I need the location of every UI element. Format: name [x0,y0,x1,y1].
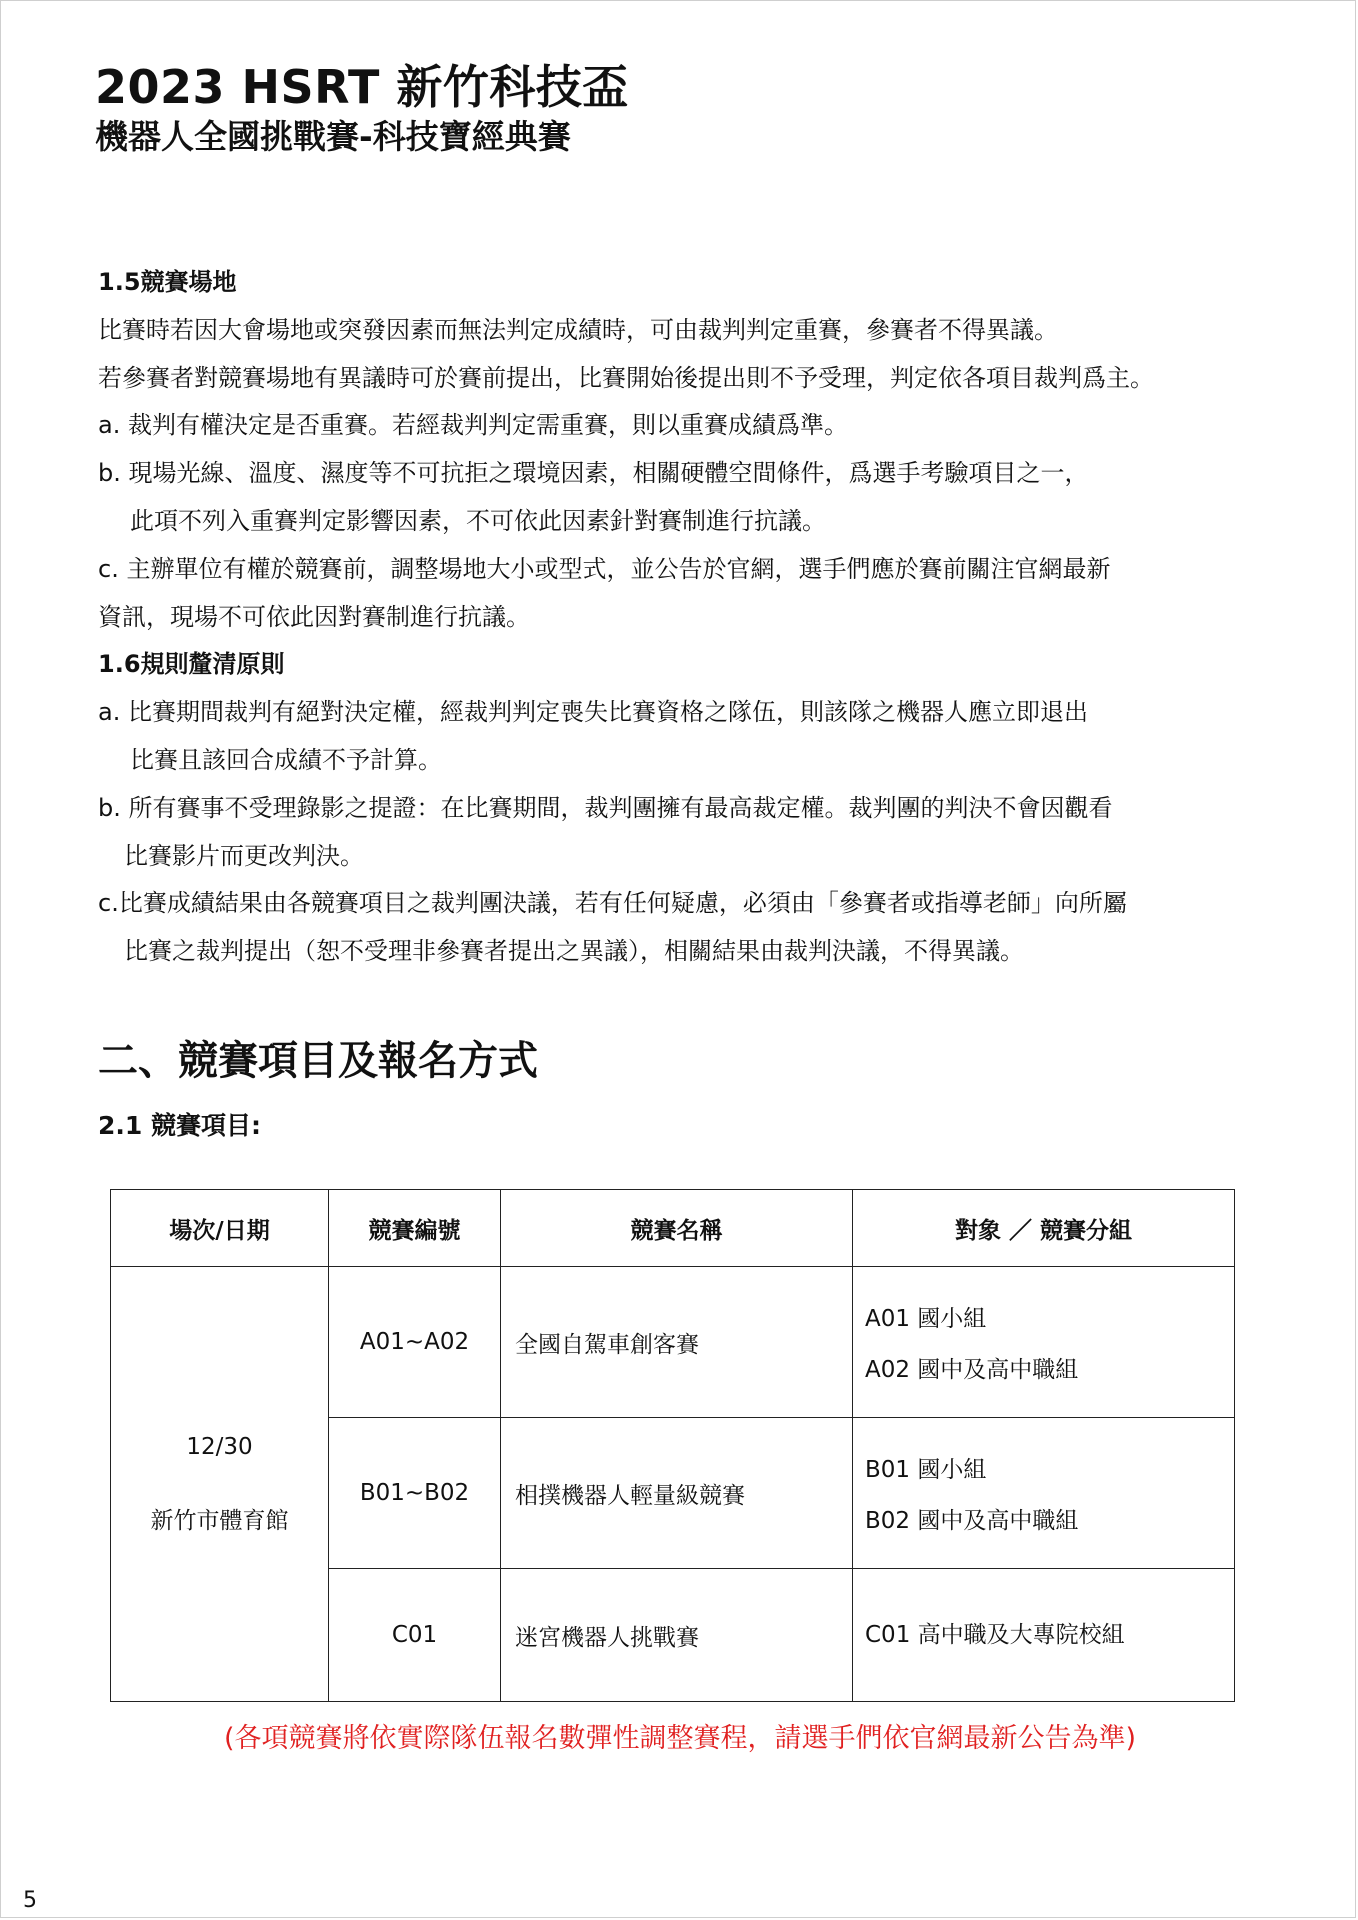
venue-cell [111,1267,329,1702]
chapter-title: 二、競賽項目及報名方式 [98,1038,538,1084]
code-cell: A01~A02 [329,1267,501,1418]
list-item-c-continued: 資訊，現場不可依此因對賽制進行抗議。 [98,602,530,631]
header-code: 競賽編號 [329,1190,501,1267]
target-group: A01 國小組 [865,1306,987,1332]
document-subtitle: 機器人全國挑戰賽-科技寶經典賽 [95,117,571,156]
section-heading-1-6: 1.6規則釐清原則 [98,650,285,679]
list-item-b: b. 所有賽事不受理錄影之提證：在比賽期間，裁判團擁有最高裁定權。裁判團的判決不會因觀看 [98,793,1113,822]
target-group: B02 國中及高中職組 [865,1508,1079,1534]
target-cell [853,1569,1235,1702]
document-title: 2023 HSRT 新竹科技盃 [95,60,629,114]
venue-place: 新竹市體育館 [150,1508,289,1534]
target-cell [853,1418,1235,1569]
paragraph-line: 若參賽者對競賽場地有異議時可於賽前提出，比賽開始後提出則不予受理，判定依各項目裁判爲主。 [98,363,1154,392]
list-item-c: c. 主辦單位有權於競賽前，調整場地大小或型式，並公告於官網，選手們應於賽前關注官網最新 [98,554,1111,583]
header-name: 競賽名稱 [501,1190,853,1267]
table-header-row [111,1190,1235,1267]
page-number: 5 [23,1888,37,1913]
list-item-c-continued: 比賽之裁判提出（恕不受理非參賽者提出之異議），相關結果由裁判決議，不得異議。 [124,937,1024,966]
list-item-a-continued: 比賽且該回合成績不予計算。 [130,745,442,774]
section-title-2-1: 2.1 競賽項目: [98,1111,261,1140]
list-item-b-continued: 此項不列入重賽判定影響因素，不可依此因素針對賽制進行抗議。 [130,506,826,535]
schedule-note: (各項競賽將依實際隊伍報名數彈性調整賽程，請選手們依官網最新公告為準) [223,1723,1137,1754]
target-group: A02 國中及高中職組 [865,1357,1079,1383]
rules-body [98,259,1288,976]
target-cell [853,1267,1235,1418]
competition-table [110,1189,1235,1702]
header-session-date: 場次/日期 [111,1190,329,1267]
name-cell: 相撲機器人輕量級競賽 [501,1418,853,1569]
name-cell: 迷宮機器人挑戰賽 [501,1569,853,1702]
list-item-b: b. 現場光線、溫度、濕度等不可抗拒之環境因素，相關硬體空間條件，爲選手考驗項目之一， [98,459,1089,488]
venue-date: 12/30 [186,1434,253,1460]
section-heading-1-5: 1.5競賽場地 [98,268,237,296]
target-group: B01 國小組 [865,1457,987,1483]
target-group: C01 高中職及大專院校組 [865,1622,1125,1648]
list-item-a: a. 比賽期間裁判有絕對決定權，經裁判判定喪失比賽資格之隊伍，則該隊之機器人應立即退出 [98,698,1088,727]
list-item-b-continued: 比賽影片而更改判決。 [124,841,364,870]
list-item-c: c.比賽成績結果由各競賽項目之裁判團決議，若有任何疑慮，必須由「參賽者或指導老師」向所屬 [98,889,1127,918]
paragraph-line: 比賽時若因大會場地或突發因素而無法判定成績時，可由裁判判定重賽，參賽者不得異議。 [98,315,1058,344]
name-cell: 全國自駕車創客賽 [501,1267,853,1418]
list-item-a: a. 裁判有權決定是否重賽。若經裁判判定需重賽，則以重賽成績爲準。 [98,411,848,440]
header-target-group: 對象 ／ 競賽分組 [853,1190,1235,1267]
code-cell: C01 [329,1569,501,1702]
code-cell: B01~B02 [329,1418,501,1569]
table-row [111,1267,1235,1418]
